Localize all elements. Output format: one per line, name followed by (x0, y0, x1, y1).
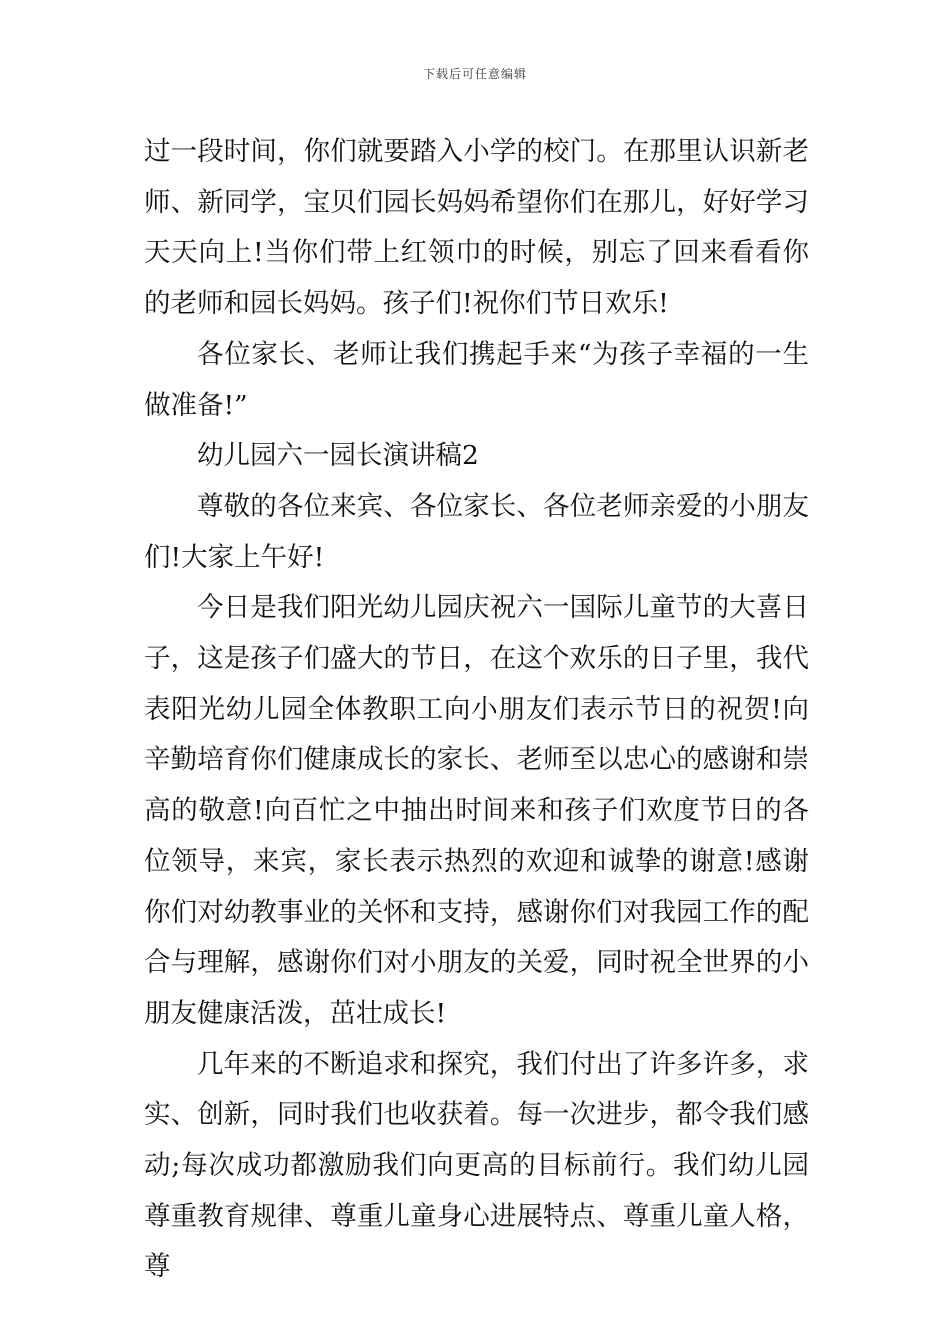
document-body (144, 127, 809, 1293)
paragraph-call-to-action: 各位家长、老师让我们携起手来“为孩子幸福的一生做准备!” (144, 338, 809, 421)
paragraph-achievements: 几年来的不断追求和探究，我们付出了许多许多，求实、创新，同时我们也收获着。每一次进步，都令我们感动;每次成功都激励我们向更高的目标前行。我们幼儿园尊重教育规律、尊重儿童身心进展特点、尊重儿童人格，尊 (144, 1048, 809, 1283)
section-title: 幼儿园六一园长演讲稿2 (197, 440, 479, 472)
paragraph-celebration: 今日是我们阳光幼儿园庆祝六一国际儿童节的大喜日子，这是孩子们盛大的节日，在这个欢乐的日子里，我代表阳光幼儿园全体教职工向小朋友们表示节日的祝贺!向辛勤培育你们健康成长的家长、老师至以忠心的感谢和崇高的敬意!向百忙之中抽出时间来和孩子们欢度节日的各位领导，来宾，家长表示热烈的欢迎和诚挚的谢意!感谢你们对幼教事业的关怀和支持，感谢你们对我园工作的配合与理解，感谢你们对小朋友的关爱，同时祝全世界的小朋友健康活泼，茁壮成长! (144, 592, 809, 1029)
paragraph-greeting: 尊敬的各位来宾、各位家长、各位老师亲爱的小朋友们!大家上午好! (144, 490, 809, 573)
paragraph-closing-wishes: 过一段时间，你们就要踏入小学的校门。在那里认识新老师、新同学，宝贝们园长妈妈希望你们在那儿，好好学习天天向上!当你们带上红领巾的时候，别忘了回来看看你的老师和园长妈妈。孩子们!祝你们节日欢乐! (144, 136, 809, 320)
page-header: 下载后可任意编辑 (422, 67, 527, 81)
